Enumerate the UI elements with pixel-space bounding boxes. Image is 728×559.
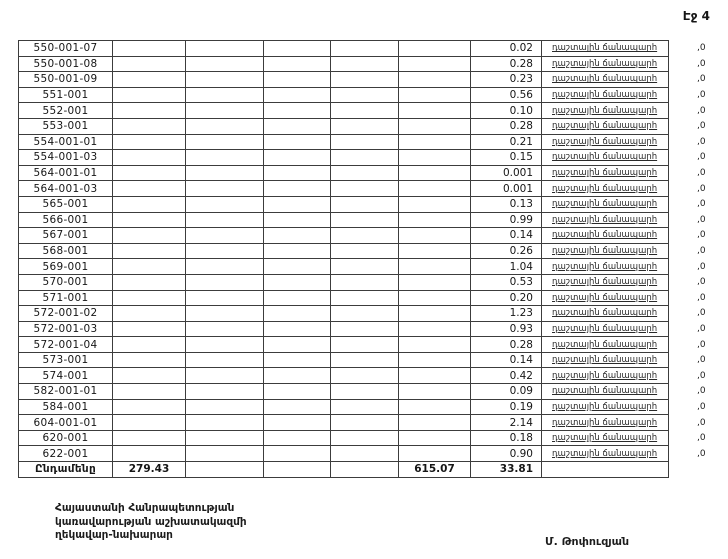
empty-cell <box>331 118 399 134</box>
empty-cell <box>331 415 399 431</box>
empty-cell <box>331 41 399 57</box>
area-value: 0.09 <box>471 384 542 400</box>
empty-cell <box>264 228 331 244</box>
land-type-label: դաշտային ճանապարհ <box>542 368 669 384</box>
empty-cell <box>264 259 331 275</box>
empty-cell <box>113 103 186 119</box>
empty-cell <box>399 212 471 228</box>
empty-cell <box>331 274 399 290</box>
table-row <box>19 165 713 181</box>
empty-cell <box>331 352 399 368</box>
area-value: 0.13 <box>471 196 542 212</box>
edge-note: ,0 <box>697 43 706 54</box>
empty-cell <box>264 165 331 181</box>
land-type-label: դաշտային ճանապարհ <box>542 415 669 431</box>
parcel-code: 550-001-09 <box>19 72 113 88</box>
area-value: 0.14 <box>471 228 542 244</box>
empty-cell <box>264 134 331 150</box>
table-row <box>19 181 713 197</box>
empty-cell <box>186 181 264 197</box>
empty-cell <box>399 150 471 166</box>
empty-cell <box>264 337 331 353</box>
edge-note: ,0 <box>697 370 706 381</box>
empty-cell <box>399 72 471 88</box>
empty-cell <box>331 103 399 119</box>
empty-cell <box>113 228 186 244</box>
total-label: Ընդամենը <box>19 462 113 478</box>
parcel-code: 552-001 <box>19 103 113 119</box>
empty-cell <box>331 368 399 384</box>
parcel-code: 554-001-01 <box>19 134 113 150</box>
parcel-code: 573-001 <box>19 352 113 368</box>
area-value: 0.23 <box>471 72 542 88</box>
empty-cell <box>542 462 669 478</box>
empty-cell <box>186 352 264 368</box>
empty-cell <box>113 150 186 166</box>
empty-cell <box>264 196 331 212</box>
parcel-code: 551-001 <box>19 87 113 103</box>
empty-cell <box>399 290 471 306</box>
empty-cell <box>399 228 471 244</box>
land-type-label: դաշտային ճանապարհ <box>542 228 669 244</box>
signature-name: Մ. Թոփուզյան <box>545 535 630 548</box>
footer-official-title <box>55 502 247 543</box>
empty-cell <box>186 56 264 72</box>
empty-cell <box>264 415 331 431</box>
empty-cell <box>399 399 471 415</box>
edge-note: ,0 <box>697 448 706 459</box>
empty-cell <box>399 415 471 431</box>
land-type-label: դաշտային ճանապարհ <box>542 337 669 353</box>
empty-cell <box>399 103 471 119</box>
empty-cell <box>331 430 399 446</box>
empty-cell <box>186 196 264 212</box>
area-value: 0.15 <box>471 150 542 166</box>
empty-cell <box>264 243 331 259</box>
table-row <box>19 196 713 212</box>
empty-cell <box>399 337 471 353</box>
parcel-code: 553-001 <box>19 118 113 134</box>
empty-cell <box>399 56 471 72</box>
edge-note: ,0 <box>697 183 706 194</box>
land-type-label: դաշտային ճանապարհ <box>542 399 669 415</box>
empty-cell <box>186 87 264 103</box>
empty-cell <box>399 430 471 446</box>
empty-cell <box>331 56 399 72</box>
parcel-code: 554-001-03 <box>19 150 113 166</box>
empty-cell <box>113 430 186 446</box>
area-value: 0.28 <box>471 118 542 134</box>
empty-cell <box>331 259 399 275</box>
edge-note: ,0 <box>697 58 706 69</box>
area-value: 1.04 <box>471 259 542 275</box>
empty-cell <box>264 87 331 103</box>
table-row <box>19 259 713 275</box>
table-row <box>19 274 713 290</box>
table-row <box>19 399 713 415</box>
area-value: 0.99 <box>471 212 542 228</box>
empty-cell <box>264 212 331 228</box>
empty-cell <box>186 118 264 134</box>
parcel-code: 565-001 <box>19 196 113 212</box>
empty-cell <box>113 56 186 72</box>
area-value: 0.001 <box>471 165 542 181</box>
land-type-label: դաշտային ճանապարհ <box>542 384 669 400</box>
land-type-label: դաշտային ճանապարհ <box>542 212 669 228</box>
empty-cell <box>186 337 264 353</box>
area-value: 0.90 <box>471 446 542 462</box>
edge-note: ,0 <box>697 401 706 412</box>
empty-cell <box>186 384 264 400</box>
empty-cell <box>113 72 186 88</box>
empty-cell <box>113 290 186 306</box>
table-row <box>19 415 713 431</box>
footer-line: կառավարության աշխատակազմի <box>55 515 247 528</box>
empty-cell <box>264 103 331 119</box>
parcel-code: 570-001 <box>19 274 113 290</box>
empty-cell <box>331 462 399 478</box>
area-value: 0.02 <box>471 41 542 57</box>
empty-cell <box>186 430 264 446</box>
empty-cell <box>331 399 399 415</box>
parcel-code: 571-001 <box>19 290 113 306</box>
land-type-label: դաշտային ճանապարհ <box>542 165 669 181</box>
edge-note: ,0 <box>697 323 706 334</box>
empty-cell <box>331 446 399 462</box>
empty-cell <box>264 430 331 446</box>
empty-cell <box>264 41 331 57</box>
area-value: 0.53 <box>471 274 542 290</box>
empty-cell <box>186 274 264 290</box>
empty-cell <box>113 274 186 290</box>
parcel-code: 550-001-08 <box>19 56 113 72</box>
empty-cell <box>399 134 471 150</box>
edge-note: ,0 <box>697 246 706 257</box>
total-col2-value: 279.43 <box>113 462 186 478</box>
area-value: 0.001 <box>471 181 542 197</box>
empty-cell <box>186 228 264 244</box>
table-row <box>19 150 713 166</box>
empty-cell <box>331 181 399 197</box>
table-row <box>19 243 713 259</box>
table-row <box>19 41 713 57</box>
empty-cell <box>331 196 399 212</box>
edge-note: ,0 <box>697 417 706 428</box>
empty-cell <box>113 306 186 322</box>
empty-cell <box>186 150 264 166</box>
empty-cell <box>399 41 471 57</box>
area-value: 0.93 <box>471 321 542 337</box>
parcel-code: 569-001 <box>19 259 113 275</box>
empty-cell <box>399 306 471 322</box>
total-col6-value: 615.07 <box>399 462 471 478</box>
parcel-code: 574-001 <box>19 368 113 384</box>
parcel-code: 564-001-01 <box>19 165 113 181</box>
empty-cell <box>113 181 186 197</box>
land-type-label: դաշտային ճանապարհ <box>542 196 669 212</box>
empty-cell <box>186 259 264 275</box>
empty-cell <box>186 462 264 478</box>
total-col7-value: 33.81 <box>471 462 542 478</box>
table-body <box>19 41 713 478</box>
empty-cell <box>113 243 186 259</box>
edge-note: ,0 <box>697 277 706 288</box>
footer-line: ղեկավար-նախարար <box>55 529 173 541</box>
land-type-label: դաշտային ճանապարհ <box>542 72 669 88</box>
empty-cell <box>399 243 471 259</box>
footer-line: Հայաստանի Հանրապետության <box>55 502 235 514</box>
area-value: 0.14 <box>471 352 542 368</box>
empty-cell <box>264 274 331 290</box>
empty-cell <box>399 384 471 400</box>
land-type-label: դաշտային ճանապարհ <box>542 352 669 368</box>
table-row <box>19 56 713 72</box>
empty-cell <box>331 87 399 103</box>
table-row <box>19 384 713 400</box>
empty-cell <box>264 368 331 384</box>
empty-cell <box>264 384 331 400</box>
land-parcel-table <box>18 40 713 478</box>
empty-cell <box>331 243 399 259</box>
edge-note: ,0 <box>697 74 706 85</box>
empty-cell <box>331 321 399 337</box>
area-value: 2.14 <box>471 415 542 431</box>
empty-cell <box>186 399 264 415</box>
table-row <box>19 118 713 134</box>
empty-cell <box>331 212 399 228</box>
empty-cell <box>331 228 399 244</box>
empty-cell <box>331 290 399 306</box>
area-value: 0.19 <box>471 399 542 415</box>
area-value: 0.28 <box>471 337 542 353</box>
land-type-label: դաշտային ճանապարհ <box>542 446 669 462</box>
table-row <box>19 103 713 119</box>
empty-cell <box>399 118 471 134</box>
land-type-label: դաշտային ճանապարհ <box>542 56 669 72</box>
empty-cell <box>113 415 186 431</box>
area-value: 0.42 <box>471 368 542 384</box>
edge-note: ,0 <box>697 261 706 272</box>
empty-cell <box>264 399 331 415</box>
parcel-code: 568-001 <box>19 243 113 259</box>
empty-cell <box>186 321 264 337</box>
edge-note <box>669 462 713 478</box>
empty-cell <box>186 134 264 150</box>
empty-cell <box>399 274 471 290</box>
empty-cell <box>113 446 186 462</box>
empty-cell <box>186 290 264 306</box>
land-type-label: դաշտային ճանապարհ <box>542 118 669 134</box>
parcel-code: 584-001 <box>19 399 113 415</box>
edge-note: ,0 <box>697 199 706 210</box>
parcel-code: 572-001-02 <box>19 306 113 322</box>
area-value: 0.56 <box>471 87 542 103</box>
land-type-label: դաշտային ճանապարհ <box>542 243 669 259</box>
empty-cell <box>186 243 264 259</box>
empty-cell <box>331 134 399 150</box>
empty-cell <box>113 259 186 275</box>
empty-cell <box>186 446 264 462</box>
table-row <box>19 352 713 368</box>
area-value: 0.21 <box>471 134 542 150</box>
empty-cell <box>264 321 331 337</box>
parcel-code: 572-001-03 <box>19 321 113 337</box>
table-row <box>19 321 713 337</box>
edge-note: ,0 <box>697 90 706 101</box>
empty-cell <box>186 41 264 57</box>
edge-note: ,0 <box>697 152 706 163</box>
parcel-code: 582-001-01 <box>19 384 113 400</box>
area-value: 0.28 <box>471 56 542 72</box>
empty-cell <box>399 352 471 368</box>
table-row <box>19 212 713 228</box>
empty-cell <box>331 384 399 400</box>
table-row <box>19 368 713 384</box>
parcel-code: 622-001 <box>19 446 113 462</box>
empty-cell <box>113 337 186 353</box>
land-type-label: դաշտային ճանապարհ <box>542 430 669 446</box>
empty-cell <box>399 165 471 181</box>
table-row <box>19 306 713 322</box>
empty-cell <box>264 150 331 166</box>
empty-cell <box>331 306 399 322</box>
edge-note: ,0 <box>697 292 706 303</box>
empty-cell <box>264 306 331 322</box>
land-type-label: դաշտային ճանապարհ <box>542 290 669 306</box>
empty-cell <box>113 384 186 400</box>
land-type-label: դաշտային ճանապարհ <box>542 181 669 197</box>
edge-note: ,0 <box>697 230 706 241</box>
empty-cell <box>264 446 331 462</box>
empty-cell <box>113 368 186 384</box>
empty-cell <box>186 415 264 431</box>
edge-note: ,0 <box>697 136 706 147</box>
parcel-code: 604-001-01 <box>19 415 113 431</box>
empty-cell <box>113 352 186 368</box>
edge-note: ,0 <box>697 433 706 444</box>
empty-cell <box>399 181 471 197</box>
empty-cell <box>331 72 399 88</box>
empty-cell <box>113 212 186 228</box>
land-type-label: դաշտային ճանապարհ <box>542 41 669 57</box>
table-row <box>19 87 713 103</box>
table-row <box>19 228 713 244</box>
empty-cell <box>264 72 331 88</box>
empty-cell <box>186 212 264 228</box>
area-value: 1.23 <box>471 306 542 322</box>
empty-cell <box>264 352 331 368</box>
empty-cell <box>186 165 264 181</box>
edge-note: ,0 <box>697 308 706 319</box>
edge-note: ,0 <box>697 339 706 350</box>
empty-cell <box>399 446 471 462</box>
area-value: 0.18 <box>471 430 542 446</box>
land-type-label: դաշտային ճանապարհ <box>542 134 669 150</box>
table-row <box>19 430 713 446</box>
empty-cell <box>113 41 186 57</box>
empty-cell <box>113 118 186 134</box>
parcel-code: 566-001 <box>19 212 113 228</box>
area-value: 0.26 <box>471 243 542 259</box>
edge-note: ,0 <box>697 105 706 116</box>
parcel-code: 572-001-04 <box>19 337 113 353</box>
empty-cell <box>399 87 471 103</box>
land-type-label: դաշտային ճանապարհ <box>542 274 669 290</box>
empty-cell <box>113 196 186 212</box>
land-type-label: դաշտային ճանապարհ <box>542 87 669 103</box>
empty-cell <box>113 399 186 415</box>
empty-cell <box>399 321 471 337</box>
empty-cell <box>264 118 331 134</box>
empty-cell <box>113 165 186 181</box>
empty-cell <box>331 150 399 166</box>
land-type-label: դաշտային ճանապարհ <box>542 306 669 322</box>
empty-cell <box>331 165 399 181</box>
empty-cell <box>113 321 186 337</box>
empty-cell <box>264 290 331 306</box>
land-type-label: դաշտային ճանապարհ <box>542 150 669 166</box>
empty-cell <box>399 259 471 275</box>
empty-cell <box>186 368 264 384</box>
edge-note: ,0 <box>697 214 706 225</box>
empty-cell <box>186 306 264 322</box>
empty-cell <box>186 72 264 88</box>
parcel-code: 567-001 <box>19 228 113 244</box>
total-row <box>19 462 713 478</box>
table-row <box>19 337 713 353</box>
parcel-code: 620-001 <box>19 430 113 446</box>
edge-note: ,0 <box>697 355 706 366</box>
land-type-label: դաշտային ճանապարհ <box>542 259 669 275</box>
edge-note: ,0 <box>697 386 706 397</box>
table-row <box>19 134 713 150</box>
empty-cell <box>186 103 264 119</box>
empty-cell <box>331 337 399 353</box>
edge-note: ,0 <box>697 168 706 179</box>
empty-cell <box>113 134 186 150</box>
land-type-label: դաշտային ճանապարհ <box>542 321 669 337</box>
parcel-code: 564-001-03 <box>19 181 113 197</box>
land-type-label: դաշտային ճանապարհ <box>542 103 669 119</box>
parcel-code: 550-001-07 <box>19 41 113 57</box>
table-row <box>19 446 713 462</box>
empty-cell <box>113 87 186 103</box>
area-value: 0.10 <box>471 103 542 119</box>
table-row <box>19 290 713 306</box>
empty-cell <box>264 462 331 478</box>
table-row <box>19 72 713 88</box>
edge-note: ,0 <box>697 121 706 132</box>
area-value: 0.20 <box>471 290 542 306</box>
empty-cell <box>399 368 471 384</box>
empty-cell <box>264 56 331 72</box>
empty-cell <box>264 181 331 197</box>
page-number: Էջ 4 <box>682 9 710 23</box>
empty-cell <box>399 196 471 212</box>
